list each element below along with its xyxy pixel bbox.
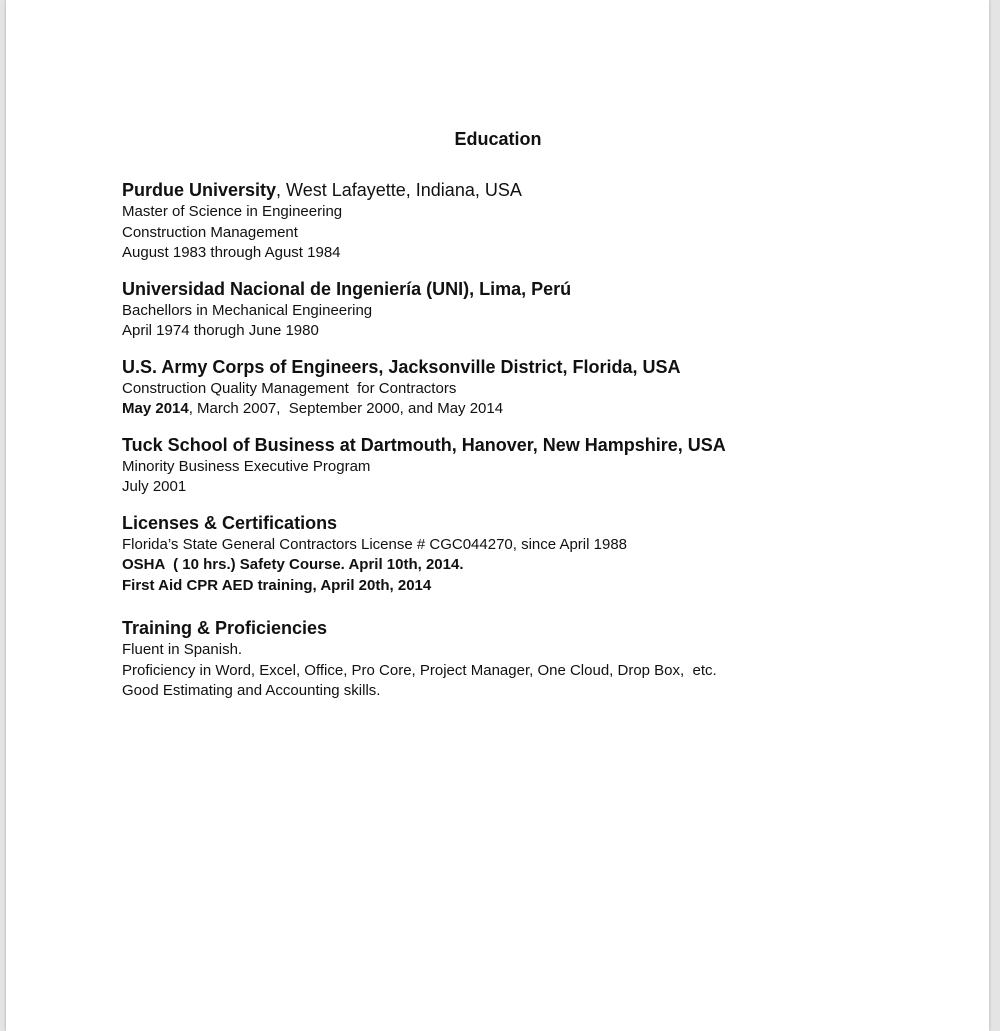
section-title-education: Education: [454, 129, 542, 149]
education-entry-tuck: [122, 433, 882, 498]
training-section: [122, 616, 882, 702]
dates-line: [122, 399, 882, 420]
cpr-line: First Aid CPR AED training, April 20th, 2014: [122, 576, 432, 594]
dates-bold: May 2014: [122, 400, 189, 417]
dates-line: April 1974 thorugh June 1980: [122, 322, 319, 339]
page-content: [122, 126, 882, 715]
training-line: Fluent in Spanish.: [122, 641, 243, 658]
institution-name: Purdue University: [122, 180, 277, 200]
education-entry-uni: [122, 277, 882, 342]
program-line: Minority Business Executive Program: [122, 457, 371, 475]
institution-location: , West Lafayette, Indiana, USA: [276, 180, 522, 200]
licenses-section: [122, 511, 882, 597]
institution-name: U.S. Army Corps of Engineers, Jacksonville District, Florida, USA: [122, 356, 681, 377]
institution-name: Tuck School of Business at Dartmouth, Hanover, New Hampshire, USA: [122, 434, 726, 455]
training-heading: Training & Proficiencies: [122, 618, 328, 638]
licenses-heading: Licenses & Certifications: [122, 512, 338, 533]
dates-rest: , March 2007, September 2000, and May 2014: [188, 400, 504, 417]
field-line: Construction Management: [122, 223, 298, 241]
entry-heading: [122, 277, 882, 301]
institution-name: Universidad Nacional de Ingeniería (UNI), Lima, Perú: [122, 278, 572, 299]
dates-line: August 1983 through Agust 1984: [122, 244, 341, 261]
degree-line: Master of Science in Engineering: [122, 203, 343, 220]
education-entry-usace: [122, 355, 882, 420]
degree-line: Bachellors in Mechanical Engineering: [122, 301, 373, 319]
training-line: Proficiency in Word, Excel, Office, Pro Core, Project Manager, One Cloud, Drop Box, etc.: [122, 661, 717, 679]
course-line: Construction Quality Management for Contractors: [122, 379, 457, 397]
entry-heading: [122, 433, 882, 457]
training-line: Good Estimating and Accounting skills.: [122, 682, 381, 699]
license-line: Florida’s State General Contractors License # CGC044270, since April 1988: [122, 535, 627, 553]
document-page: [6, 0, 989, 1031]
osha-line: OSHA ( 10 hrs.) Safety Course. April 10th, 2014.: [122, 556, 464, 573]
education-entry-purdue: [122, 178, 882, 264]
dates-line: July 2001: [122, 478, 187, 495]
entry-heading: [122, 355, 882, 379]
entry-heading: [122, 178, 882, 202]
